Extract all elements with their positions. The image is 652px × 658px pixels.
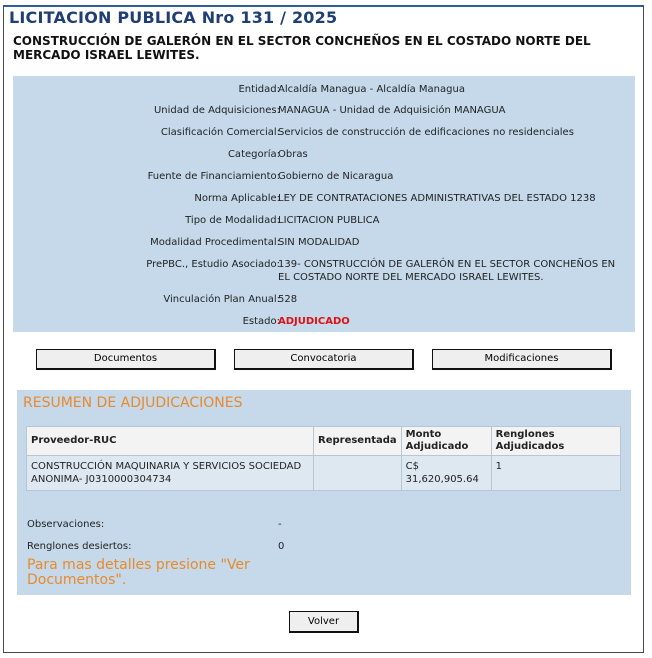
info-value: 139- CONSTRUCCIÓN DE GALERÓN EN EL SECTOR CONCHEÑOS EN EL COSTADO NORTE DEL MERCADO ISRAEL LEWITES.	[278, 259, 616, 283]
info-value: MANAGUA - Unidad de Adquisición MANAGUA	[278, 105, 506, 116]
volver-button[interactable]: Volver	[289, 611, 359, 633]
column-header-renglones: Renglones Adjudicados	[491, 427, 620, 456]
more-info-text: Para mas detalles presione "Ver Documentos".	[27, 557, 250, 588]
info-value: LEY DE CONTRATACIONES ADMINISTRATIVAS DEL ESTADO 1238	[278, 193, 596, 204]
info-value: Alcaldía Managua - Alcaldía Managua	[278, 84, 465, 95]
column-header-representada: Representada	[314, 427, 402, 456]
cell-representada	[314, 456, 402, 491]
table-header-row	[27, 427, 621, 456]
info-label: PrePBC., Estudio Asociado:	[146, 259, 280, 270]
cell-renglones: 1	[491, 456, 620, 491]
info-label: Clasificación Comercial:	[160, 127, 280, 138]
info-value: 528	[278, 294, 298, 305]
adjudicaciones-table	[26, 426, 621, 491]
info-value: Gobierno de Nicaragua	[278, 171, 394, 182]
status-badge: ADJUDICADO	[278, 316, 350, 327]
observaciones-label: Observaciones:	[27, 519, 105, 530]
info-panel	[13, 76, 635, 332]
info-value: SIN MODALIDAD	[278, 237, 360, 248]
info-label: Entidad:	[238, 84, 280, 95]
page-title: LICITACION PUBLICA Nro 131 / 2025	[9, 8, 338, 27]
info-label: Unidad de Adquisiciones:	[153, 105, 280, 116]
info-value: LICITACION PUBLICA	[278, 215, 380, 226]
column-header-monto: Monto Adjudicado	[401, 427, 491, 456]
cell-proveedor: CONSTRUCCIÓN MAQUINARIA Y SERVICIOS SOCIEDAD ANONIMA- J0310000304734	[27, 456, 314, 491]
info-label: Categoría:	[227, 149, 280, 160]
desiertos-label: Renglones desiertos:	[27, 541, 132, 552]
monto-currency: C$	[405, 461, 420, 472]
convocatoria-button[interactable]: Convocatoria	[234, 349, 414, 370]
info-label: Vinculación Plan Anual:	[163, 294, 280, 305]
info-value: Obras	[278, 149, 308, 160]
info-label: Modalidad Procedimental:	[150, 237, 280, 248]
info-value: Servicios de construcción de edificaciones no residenciales	[278, 127, 574, 138]
modificaciones-button[interactable]: Modificaciones	[432, 349, 612, 370]
info-label: Fuente de Financiamiento:	[147, 171, 280, 182]
resumen-panel	[17, 390, 631, 595]
monto-value: 31,620,905.64	[405, 474, 479, 485]
desiertos-value: 0	[278, 541, 285, 552]
page-subtitle: CONSTRUCCIÓN DE GALERÓN EN EL SECTOR CONCHEÑOS EN EL COSTADO NORTE DEL MERCADO ISRAEL LEWITES.	[13, 34, 591, 62]
column-header-proveedor: Proveedor-RUC	[27, 427, 314, 456]
documentos-button[interactable]: Documentos	[36, 349, 216, 370]
info-label: Norma Aplicable:	[194, 193, 280, 204]
table-row	[27, 456, 621, 491]
resumen-title: RESUMEN DE ADJUDICACIONES	[23, 395, 243, 411]
observaciones-value: -	[278, 519, 282, 530]
cell-monto	[401, 456, 491, 491]
info-label: Tipo de Modalidad:	[185, 215, 280, 226]
info-label: Estado:	[242, 316, 280, 327]
